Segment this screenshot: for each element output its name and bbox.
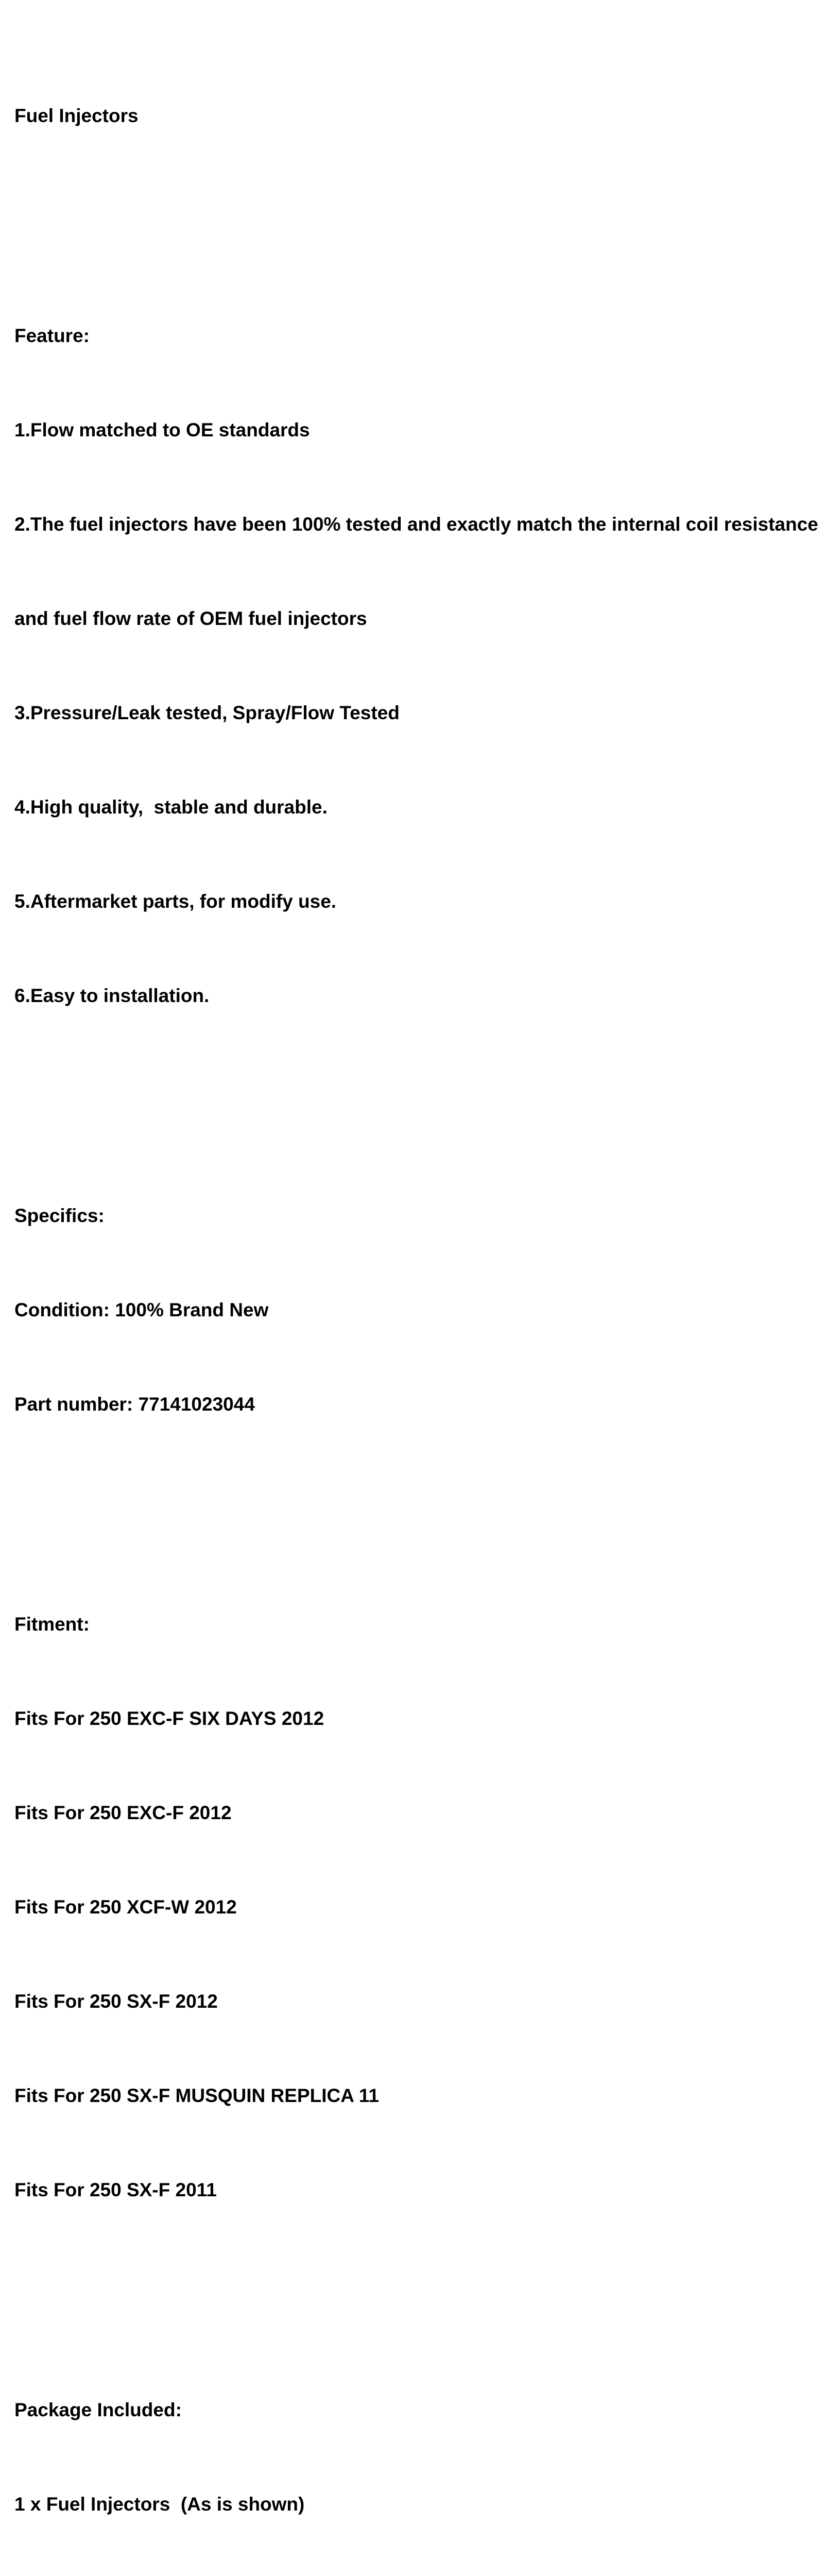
fitment-item: Fits For 250 EXC-F SIX DAYS 2012 bbox=[14, 1708, 324, 1729]
blank-line bbox=[14, 2268, 824, 2300]
fitment-item: Fits For 250 EXC-F 2012 bbox=[14, 1802, 232, 1823]
fitment-heading: Fitment: bbox=[14, 1614, 90, 1635]
feature-item: 5.Aftermarket parts, for modify use. bbox=[14, 891, 337, 912]
feature-item: 2.The fuel injectors have been 100% tested and exactly match the internal coil resistance bbox=[14, 514, 818, 535]
blank-line bbox=[14, 1074, 824, 1106]
blank-line bbox=[14, 194, 824, 226]
specifics-part-number: Part number: 77141023044 bbox=[14, 1394, 255, 1415]
fitment-item: Fits For 250 SX-F 2012 bbox=[14, 1991, 218, 2012]
feature-item: 6.Easy to installation. bbox=[14, 985, 210, 1006]
package-item: 1 x Fuel Injectors (As is shown) bbox=[14, 2494, 305, 2515]
package-heading: Package Included: bbox=[14, 2399, 182, 2420]
feature-heading: Feature: bbox=[14, 325, 90, 346]
page-title: Fuel Injectors bbox=[14, 105, 139, 126]
feature-item: 4.High quality, stable and durable. bbox=[14, 796, 328, 818]
fitment-item: Fits For 250 XCF-W 2012 bbox=[14, 1896, 237, 1918]
specifics-condition: Condition: 100% Brand New bbox=[14, 1299, 269, 1320]
feature-item-continuation: and fuel flow rate of OEM fuel injectors bbox=[14, 608, 367, 629]
blank-line bbox=[14, 1483, 824, 1514]
fitment-item: Fits For 250 SX-F 2011 bbox=[14, 2179, 217, 2200]
specifics-heading: Specifics: bbox=[14, 1205, 105, 1226]
feature-item: 1.Flow matched to OE standards bbox=[14, 419, 310, 440]
feature-item: 3.Pressure/Leak tested, Spray/Flow Tested bbox=[14, 702, 400, 723]
fitment-item: Fits For 250 SX-F MUSQUIN REPLICA 11 bbox=[14, 2085, 379, 2106]
